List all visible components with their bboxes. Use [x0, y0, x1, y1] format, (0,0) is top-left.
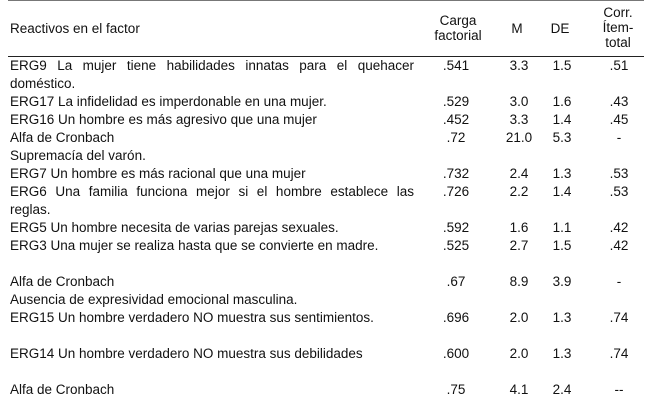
row-item: ERG14 Un hombre verdadero NO muestra sus debilidades — [10, 346, 363, 361]
row-corr: - — [616, 130, 622, 145]
row-m: 4.1 — [509, 382, 529, 397]
row-corr: .43 — [609, 94, 629, 109]
row-de: 1.3 — [552, 310, 572, 325]
row-m: 2.0 — [509, 310, 529, 325]
row-m: 2.2 — [509, 184, 529, 199]
header-corr-item-total: Corr. Ítem- total — [602, 5, 634, 50]
row-corr: .45 — [609, 112, 629, 127]
header-m: M — [511, 21, 523, 36]
row-de: 1.5 — [552, 238, 572, 253]
row-carga: .541 — [442, 58, 470, 73]
row-item: ERG6 Una familia funciona mejor si el hombre establece las reglas. — [10, 184, 414, 217]
row-carga: .75 — [446, 382, 466, 397]
row-corr: .74 — [609, 346, 629, 361]
row-m: 8.9 — [509, 274, 529, 289]
row-m: 2.4 — [509, 166, 529, 181]
row-item: ERG3 Una mujer se realiza hasta que se convierte en madre. — [10, 238, 379, 253]
header-carga-factorial: Carga factorial — [434, 13, 482, 43]
factor-title: Ausencia de expresividad emocional masculina. — [10, 292, 298, 307]
row-de: 2.4 — [552, 382, 572, 397]
row-carga: .529 — [442, 94, 470, 109]
row-de: 1.3 — [552, 166, 572, 181]
row-carga: .72 — [446, 130, 466, 145]
row-carga: .726 — [442, 184, 470, 199]
row-carga: .452 — [442, 112, 470, 127]
row-item: ERG5 Un hombre necesita de varias parejas sexuales. — [10, 220, 339, 235]
row-carga: .696 — [442, 310, 470, 325]
row-corr: .51 — [609, 58, 629, 73]
table-header — [8, 0, 644, 57]
row-item: ERG16 Un hombre es más agresivo que una mujer — [10, 112, 317, 127]
row-corr: .74 — [609, 310, 629, 325]
row-m: 2.0 — [509, 346, 529, 361]
row-m: 1.6 — [509, 220, 529, 235]
row-de: 1.4 — [552, 112, 572, 127]
row-corr: .53 — [609, 166, 629, 181]
row-de: 5.3 — [552, 130, 572, 145]
row-item: Alfa de Cronbach — [10, 382, 115, 397]
row-carga: .732 — [442, 166, 470, 181]
row-corr: - — [616, 274, 622, 289]
row-item: Alfa de Cronbach — [10, 130, 115, 145]
row-corr: .42 — [609, 220, 629, 235]
row-m: 21.0 — [505, 130, 533, 145]
row-item: ERG15 Un hombre verdadero NO muestra sus sentimientos. — [10, 310, 374, 325]
row-m: 3.0 — [509, 94, 529, 109]
factor-title: Supremacía del varón. — [10, 148, 146, 163]
header-de: DE — [550, 21, 570, 36]
row-corr: -- — [614, 382, 624, 397]
row-carga: .525 — [442, 238, 470, 253]
row-item: ERG9 La mujer tiene habilidades innatas para el quehacer doméstico. — [10, 58, 414, 91]
row-item: Alfa de Cronbach — [10, 274, 115, 289]
row-de: 1.6 — [552, 94, 572, 109]
header-items: Reactivos en el factor — [10, 21, 140, 36]
row-de: 1.3 — [552, 346, 572, 361]
row-carga: .67 — [446, 274, 466, 289]
row-de: 1.5 — [552, 58, 572, 73]
row-carga: .592 — [442, 220, 470, 235]
row-de: 3.9 — [552, 274, 572, 289]
row-de: 1.4 — [552, 184, 572, 199]
row-carga: .600 — [442, 346, 470, 361]
row-item: ERG7 Un hombre es más racional que una mujer — [10, 166, 306, 181]
row-m: 2.7 — [509, 238, 529, 253]
row-corr: .53 — [609, 184, 629, 199]
row-m: 3.3 — [509, 112, 529, 127]
row-item: ERG17 La infidelidad es imperdonable en una mujer. — [10, 94, 327, 109]
row-corr: .42 — [609, 238, 629, 253]
row-de: 1.1 — [552, 220, 572, 235]
row-m: 3.3 — [509, 58, 529, 73]
